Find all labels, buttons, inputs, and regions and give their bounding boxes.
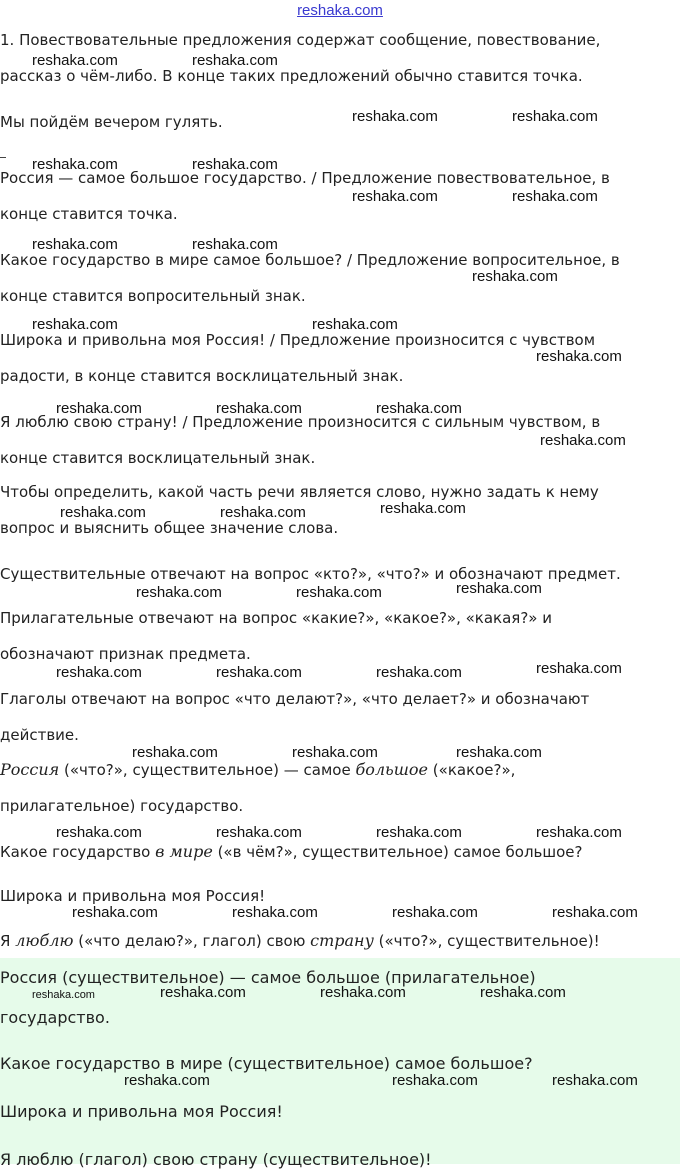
italic-word: Россия	[0, 760, 60, 779]
watermark: reshaka.com	[192, 156, 278, 173]
watermark: reshaka.com	[132, 744, 218, 761]
text-span: Я	[0, 932, 16, 950]
watermark: reshaka.com	[352, 108, 438, 125]
watermark: reshaka.com	[32, 52, 118, 69]
text-line	[0, 931, 680, 951]
text-line: Мы пойдём вечером гулять.	[0, 113, 223, 131]
italic-word: большое	[355, 760, 429, 779]
text-line: Чтобы определить, какой часть речи является слово, нужно задать к нему	[0, 483, 599, 501]
text-span: («что?», существительное)!	[373, 932, 600, 950]
text-line: Я люблю свою страну! / Предложение произносится с сильным чувством, в	[0, 413, 601, 431]
watermark: reshaka.com	[376, 400, 462, 417]
watermark: reshaka.com	[56, 664, 142, 681]
watermark: reshaka.com	[192, 236, 278, 253]
text-line: конце ставится точка.	[0, 205, 178, 223]
watermark: reshaka.com	[124, 1072, 210, 1089]
italic-word: страну	[310, 931, 374, 950]
dash-mark	[0, 157, 6, 158]
text-span: («что?», существительное) — самое	[59, 761, 356, 779]
watermark: reshaka.com	[480, 984, 566, 1001]
text-line: Существительные отвечают на вопрос «кто?», «что?» и обозначают предмет.	[0, 565, 621, 583]
watermark: reshaka.com	[512, 108, 598, 125]
watermark: reshaka.com	[552, 904, 638, 921]
text-line: прилагательное) государство.	[0, 797, 244, 815]
text-line	[0, 760, 680, 780]
watermark: reshaka.com	[456, 580, 542, 597]
watermark: reshaka.com	[32, 236, 118, 253]
watermark: reshaka.com	[32, 989, 95, 1001]
italic-word: люблю	[15, 931, 74, 950]
text-line: Широка и привольна моя Россия!	[0, 887, 266, 905]
text-line: радости, в конце ставится восклицательный знак.	[0, 367, 404, 385]
text-line: обозначают признак предмета.	[0, 645, 251, 663]
watermark: reshaka.com	[216, 824, 302, 841]
text-line	[0, 842, 680, 862]
watermark: reshaka.com	[376, 824, 462, 841]
watermark: reshaka.com	[392, 904, 478, 921]
watermark: reshaka.com	[296, 584, 382, 601]
text-line: Глаголы отвечают на вопрос «что делают?», «что делает?» и обозначают	[0, 690, 590, 708]
watermark: reshaka.com	[552, 1072, 638, 1089]
text-line: Прилагательные отвечают на вопрос «какие?», «какое?», «какая?» и	[0, 609, 552, 627]
watermark: reshaka.com	[320, 984, 406, 1001]
watermark: reshaka.com	[392, 1072, 478, 1089]
italic-word: в мире	[155, 842, 213, 861]
watermark: reshaka.com	[380, 500, 466, 517]
watermark: reshaka.com	[136, 584, 222, 601]
text-span: Какое государство	[0, 843, 156, 861]
text-line: вопрос и выяснить общее значение слова.	[0, 519, 339, 537]
watermark: reshaka.com	[56, 824, 142, 841]
answer-line: Какое государство в мире (существительное) самое большое?	[0, 1054, 533, 1073]
watermark: reshaka.com	[32, 316, 118, 333]
text-line: конце ставится восклицательный знак.	[0, 449, 316, 467]
text-line: рассказ о чём-либо. В конце таких предложений обычно ставится точка.	[0, 67, 583, 85]
watermark: reshaka.com	[216, 400, 302, 417]
text-span: («какое?»,	[428, 761, 516, 779]
watermark: reshaka.com	[72, 904, 158, 921]
text-line: Россия — самое большое государство. / Предложение повествовательное, в	[0, 169, 610, 187]
watermark: reshaka.com	[292, 744, 378, 761]
watermark: reshaka.com	[312, 316, 398, 333]
text-line: конце ставится вопросительный знак.	[0, 287, 306, 305]
watermark: reshaka.com	[60, 504, 146, 521]
watermark: reshaka.com	[536, 824, 622, 841]
watermark: reshaka.com	[352, 188, 438, 205]
watermark: reshaka.com	[56, 400, 142, 417]
watermark: reshaka.com	[32, 156, 118, 173]
watermark: reshaka.com	[160, 984, 246, 1001]
watermark: reshaka.com	[232, 904, 318, 921]
watermark: reshaka.com	[220, 504, 306, 521]
text-line: Широка и привольна моя Россия! / Предложение произносится с чувством	[0, 331, 596, 349]
watermark: reshaka.com	[540, 432, 626, 449]
watermark: reshaka.com	[536, 660, 622, 677]
text-line: 1. Повествовательные предложения содержат сообщение, повествование,	[0, 31, 601, 49]
text-span: («в чём?», существительное) самое большое?	[212, 843, 583, 861]
watermark: reshaka.com	[192, 52, 278, 69]
answer-line: Россия (существительное) — самое большое (прилагательное)	[0, 968, 536, 987]
watermark: reshaka.com	[472, 268, 558, 285]
watermark: reshaka.com	[376, 664, 462, 681]
watermark: reshaka.com	[512, 188, 598, 205]
watermark: reshaka.com	[456, 744, 542, 761]
watermark: reshaka.com	[536, 348, 622, 365]
text-line: Какое государство в мире самое большое? / Предложение вопросительное, в	[0, 251, 620, 269]
text-span: («что делаю?», глагол) свою	[73, 932, 311, 950]
answer-line: Широка и привольна моя Россия!	[0, 1102, 283, 1121]
answer-line: государство.	[0, 1008, 110, 1027]
text-line: действие.	[0, 726, 79, 744]
answer-line: Я люблю (глагол) свою страну (существительное)!	[0, 1150, 432, 1169]
watermark: reshaka.com	[216, 664, 302, 681]
site-link[interactable]: reshaka.com	[297, 2, 383, 19]
